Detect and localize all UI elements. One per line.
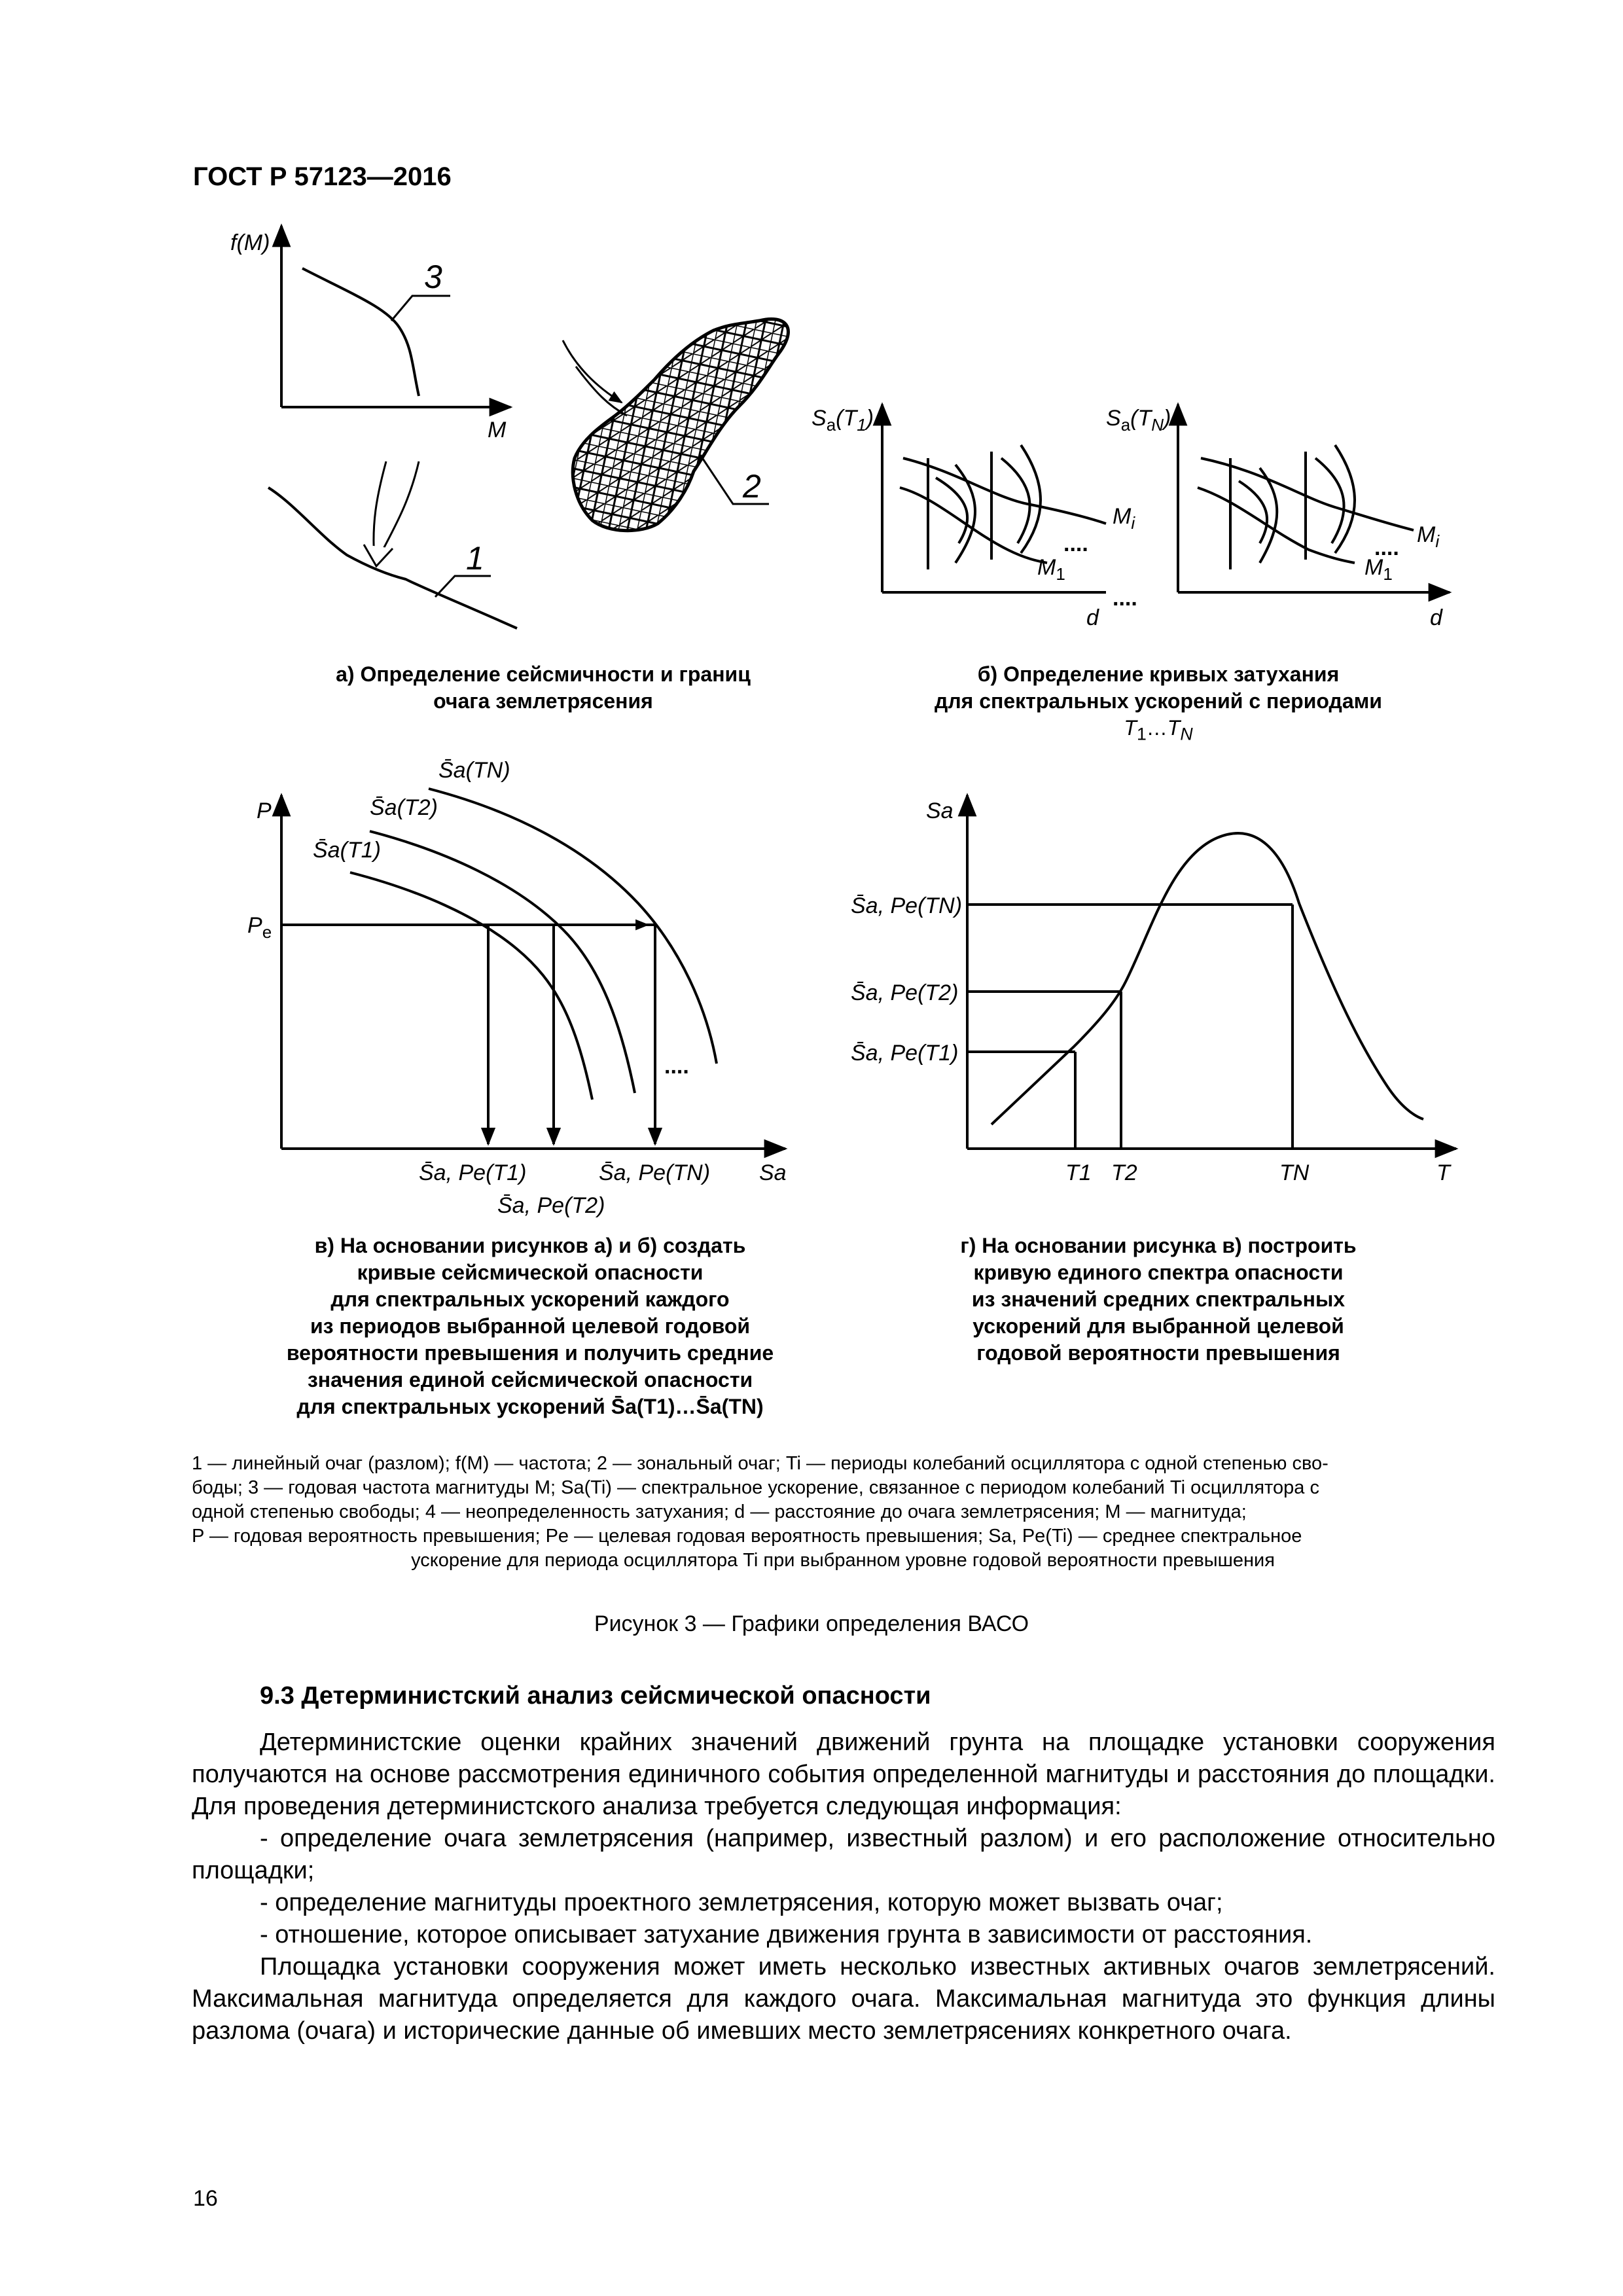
panel-v-y-label: P — [257, 798, 272, 823]
list-item: - отношение, которое описывает затухание движения грунта в зависимости от расстояния. — [260, 1921, 1313, 1948]
dots-panel-v: .... — [664, 1054, 689, 1079]
figure-title: Рисунок 3 — Графики определения ВАСО — [594, 1611, 1029, 1636]
frequency-curve — [302, 268, 419, 396]
curve-m1-right: $M_1$ — [1364, 555, 1393, 584]
y-label-t1: S̄a, Pe(T1) — [851, 1041, 959, 1066]
figure-legend: 1 — линейный очаг (разлом); f(M) — частота; 2 — зональный очаг; Ti — периоды колебаний осциллятора с одной степенью сво- боды; 3 — годовая частота магнитуды M; Sa(Ti) — спектральное ускорение, связанное с периодом колебаний Ti осциллятора с одной степенью свободы; 4 — неопределенность затухания; d — расстояние до очага землетрясения; M — магнитуда; P — годовая вероятность превышения; Pe — целевая годовая вероятность превышения; Sa, Pe(Ti) — среднее спектральное ускорение для периода осциллятора Ti при выбранном уровне годовой вероятности превышения — [192, 1453, 1329, 1571]
curve-label-tn: S̄a(TN) — [438, 758, 510, 783]
caption-a: а) Определение сейсмичности и границ очага землетрясения — [336, 662, 751, 713]
panel-g — [967, 795, 1456, 1149]
panel-b-x-right: d — [1430, 605, 1442, 630]
dots-right: .... — [1374, 535, 1399, 560]
panel-v-x-label: Sa — [759, 1160, 787, 1185]
curve-mi-right: $M_i$ — [1417, 522, 1440, 551]
dots-left: .... — [1063, 531, 1088, 556]
panel-b-x-left: d — [1086, 605, 1099, 630]
curve-label-t2: S̄a(T2) — [370, 795, 438, 820]
x-label-g-t2: T2 — [1111, 1160, 1137, 1185]
panel-g-y-label: Sa — [926, 798, 954, 823]
x-label-t2: S̄a, Pe(T2) — [497, 1193, 605, 1218]
curve-mi-left: $M_i$ — [1113, 504, 1135, 533]
curve-label-t1: S̄a(T1) — [313, 838, 381, 863]
panel-a-y-label: f(M) — [230, 230, 270, 255]
x-label-g-tn: TN — [1279, 1160, 1310, 1185]
document-code: ГОСТ Р 57123—2016 — [193, 162, 452, 191]
caption-b: б) Определение кривых затухания для спектральных ускорений с периодами $T_1\dots T_N$ — [935, 662, 1382, 744]
panel-g-x-label: T — [1436, 1160, 1450, 1185]
list-item: - определение магнитуды проектного землетрясения, которую может вызвать очаг; — [260, 1889, 1223, 1916]
leader-1 — [435, 576, 491, 597]
page-number: 16 — [193, 2186, 218, 2211]
section-body — [192, 1727, 1495, 2047]
dots-between: .... — [1113, 586, 1137, 611]
label-2: 2 — [743, 468, 761, 505]
label-1: 1 — [466, 540, 484, 577]
paragraph: Детерминистские оценки крайних значений движений грунта на площадке установки сооружения получаются на основе рассмотрения единичного события определенной магнитуды и расстояния до площадки. Для проведения детерминистского анализа требуется следующая информация: — [192, 1729, 1495, 1820]
hazard-curve-t1 — [350, 872, 592, 1100]
x-label-g-t1: T1 — [1065, 1160, 1092, 1185]
label-3: 3 — [424, 259, 442, 295]
x-label-t1: S̄a, Pe(T1) — [419, 1160, 527, 1185]
section-heading: 9.3 Детерминистский анализ сейсмической опасности — [260, 1682, 931, 1710]
hazard-curve-t2 — [370, 831, 635, 1093]
leader-3 — [391, 296, 450, 321]
arrow-to-fault — [374, 461, 386, 560]
pe-label: $P_e$ — [247, 913, 272, 942]
caption-v: в) На основании рисунков а) и б) создать кривые сейсмической опасности для спектральных ускорений каждого из периодов выбранной целевой годовой вероятности превышения и получить средние значения единой сейсмической опасности для спектральных ускорений S̄a(T1)…S̄a(TN) — [286, 1234, 774, 1418]
curve-m1-left: $M_1$ — [1037, 555, 1065, 584]
list-item: - определение очага землетрясения (например, известный разлом) и его расположение относительно площадки; — [192, 1825, 1495, 1884]
panel-b-y-right: $S_a(T_N)$ — [1106, 406, 1171, 435]
y-label-tn: S̄a, Pe(TN) — [851, 893, 963, 918]
panel-a-x-label: M — [488, 418, 507, 442]
arrow-to-fault-2 — [380, 461, 419, 556]
y-label-t2: S̄a, Pe(T2) — [851, 980, 959, 1005]
paragraph: Площадка установки сооружения может иметь несколько известных активных очагов землетрясений. Максимальная магнитуда определяется для каждого очага. Максимальная магнитуда это функция длины разлома (очага) и исторические данные об имевших место землетрясениях конкретного очага. — [192, 1953, 1495, 2045]
caption-g: г) На основании рисунка в) построить кривую единого спектра опасности из значений средних спектральных ускорений для выбранной целевой годовой вероятности превышения — [960, 1234, 1357, 1365]
panel-b-y-left: $S_a(T_1)$ — [812, 406, 874, 435]
uniform-hazard-spectrum — [991, 833, 1423, 1124]
x-label-tn: S̄a, Pe(TN) — [599, 1160, 711, 1185]
